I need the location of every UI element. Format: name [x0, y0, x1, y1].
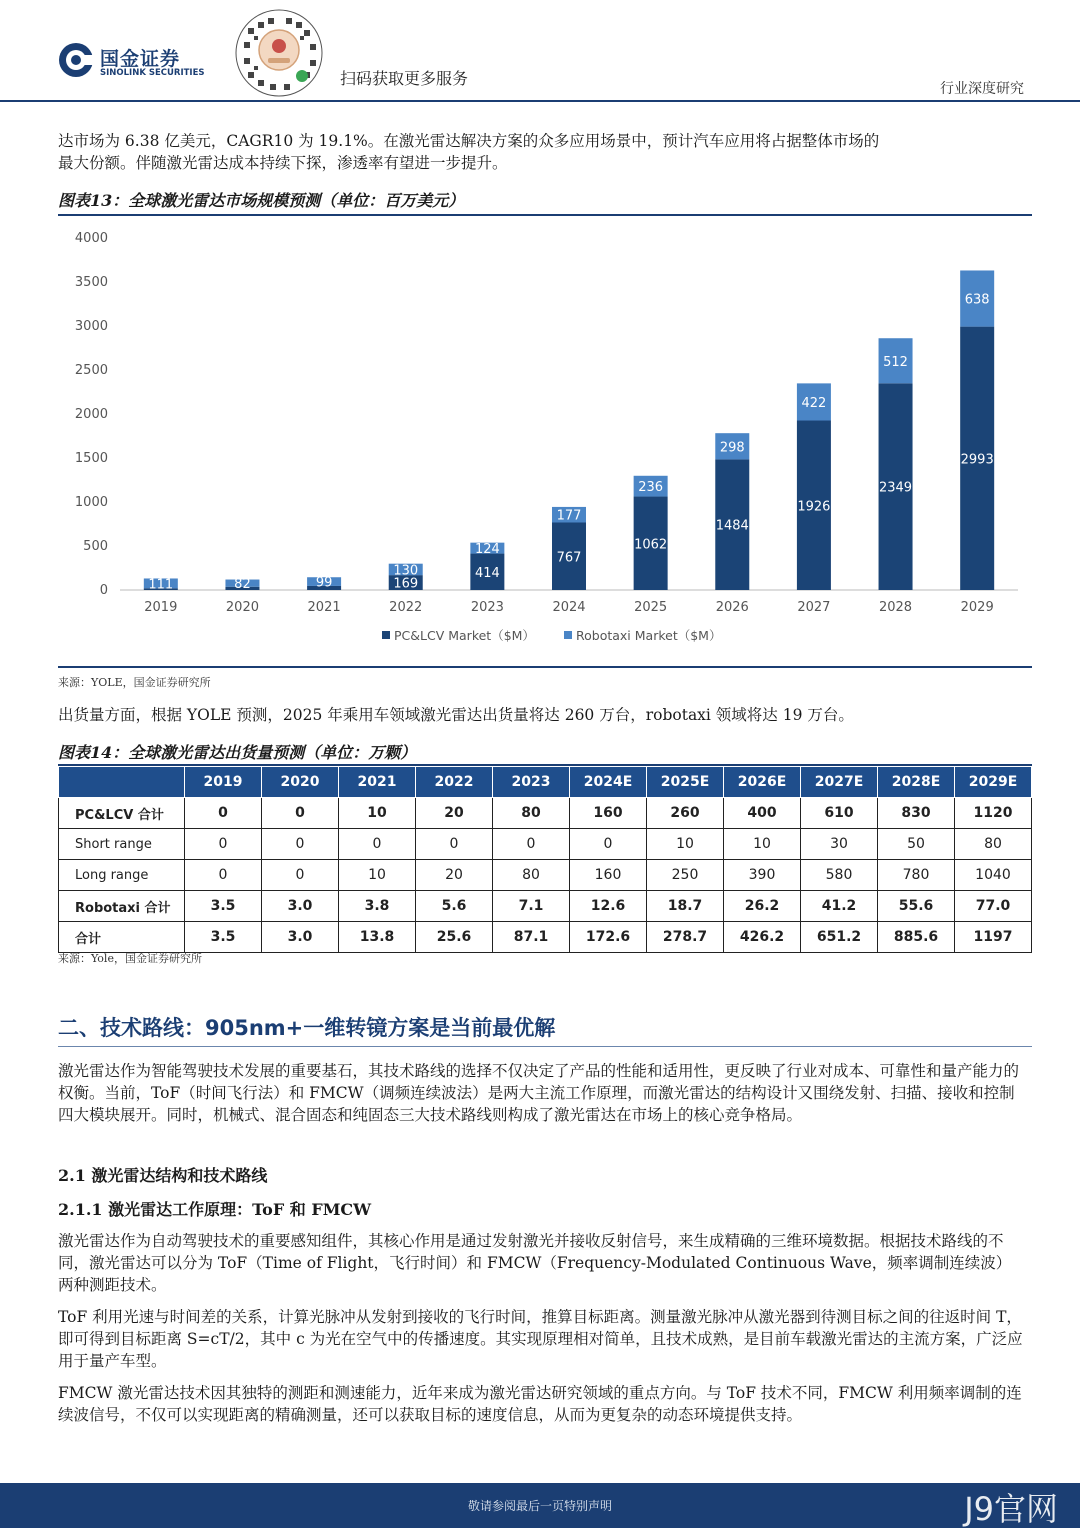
figure-13-bottom-rule [58, 666, 1032, 668]
qr-code-icon[interactable] [234, 8, 324, 98]
table-cell: 10 [647, 829, 724, 860]
x-tick-label: 2025 [634, 600, 668, 615]
x-tick-label: 2021 [307, 600, 341, 615]
table-cell: 426.2 [724, 922, 801, 953]
scan-for-service-text: 扫码获取更多服务 [340, 69, 469, 88]
data-label-robotaxi: 298 [719, 440, 745, 456]
table-row-label: 合计 [59, 922, 185, 953]
table-cell: 3.0 [262, 891, 339, 922]
intro-line-2: 最大份额。伴随激光雷达成本持续下探，渗透率有望进一步提升。 [58, 154, 508, 172]
legend-swatch [564, 631, 572, 639]
table-cell: 41.2 [801, 891, 878, 922]
y-tick-label: 1500 [74, 451, 108, 466]
table-cell: 20 [416, 860, 493, 891]
legend-swatch [382, 631, 390, 639]
table-cell: 250 [647, 860, 724, 891]
table-cell: 390 [724, 860, 801, 891]
table-year-header: 2021 [339, 767, 416, 798]
table-row-label: Robotaxi 合计 [59, 891, 185, 922]
table-cell: 3.8 [339, 891, 416, 922]
table-row [59, 922, 1032, 953]
x-tick-label: 2023 [470, 600, 504, 615]
table-cell: 0 [185, 860, 262, 891]
chart-legend [382, 628, 721, 643]
table-cell: 580 [801, 860, 878, 891]
table-cell: 80 [493, 798, 570, 829]
heading-2-1-1: 2.1.1 激光雷达工作原理：ToF 和 FMCW [58, 1200, 372, 1219]
shipment-table [58, 766, 1032, 953]
data-label-robotaxi: 82 [234, 577, 251, 593]
table-cell: 5.6 [416, 891, 493, 922]
y-tick-label: 4000 [74, 231, 108, 246]
table-cell: 1197 [955, 922, 1032, 953]
section-2-paragraph-1: 激光雷达作为智能驾驶技术发展的重要基石，其技术路线的选择不仅决定了产品的性能和适用性，更反映了行业对成本、可靠性和量产能力的权衡。当前，ToF（时间飞行法）和 FMCW（调频连续波法）是两大主流工作原理，而激光雷达的结构设计又围绕发射、扫描、接收和控制四大模块展开。同时，机械式、混合固态和纯固态三大技术路线则构成了激光雷达在市场上的核心竞争格局。 [58, 1062, 1020, 1124]
table-row-label: Long range [59, 860, 185, 891]
x-tick-label: 2019 [144, 600, 178, 615]
x-tick-label: 2029 [960, 600, 994, 615]
data-label-pc-lcv: 767 [556, 550, 582, 566]
table-cell: 77.0 [955, 891, 1032, 922]
x-axis [144, 600, 993, 615]
x-tick-label: 2022 [389, 600, 423, 615]
table-row [59, 891, 1032, 922]
table-cell: 10 [339, 798, 416, 829]
data-label-robotaxi: 124 [474, 542, 500, 558]
header-divider [0, 100, 1080, 102]
table-cell: 3.0 [262, 922, 339, 953]
table-cell: 18.7 [647, 891, 724, 922]
table-cell: 25.6 [416, 922, 493, 953]
brand-name-cn: 国金证券 [100, 48, 181, 70]
table-corner-cell [59, 767, 185, 798]
table-cell: 0 [185, 829, 262, 860]
y-tick-label: 0 [99, 583, 108, 598]
data-label-pc-lcv: 1062 [634, 537, 668, 553]
table-cell: 0 [570, 829, 647, 860]
disclaimer-note: 敬请参阅最后一页特别声明 [467, 1499, 612, 1513]
watermark-logo: J9官网 [964, 1490, 1058, 1528]
section-2-rule [58, 1046, 1032, 1047]
table-cell: 20 [416, 798, 493, 829]
table-cell: 278.7 [647, 922, 724, 953]
shipment-intro: 出货量方面，根据 YOLE 预测，2025 年乘用车领域激光雷达出货量将达 260 万台，robotaxi 领域将达 19 万台。 [58, 706, 854, 724]
y-tick-label: 1000 [74, 495, 108, 510]
legend-label: PC&LCV Market（$M） [394, 628, 535, 643]
table-year-header: 2019 [185, 767, 262, 798]
table-cell: 651.2 [801, 922, 878, 953]
data-label-pc-lcv: 1484 [715, 518, 749, 534]
table-row [59, 798, 1032, 829]
table-cell: 10 [724, 829, 801, 860]
table-row [59, 860, 1032, 891]
table-cell: 885.6 [878, 922, 955, 953]
table-year-header: 2028E [878, 767, 955, 798]
table-cell: 55.6 [878, 891, 955, 922]
figure-14-source: 来源：Yole，国金证券研究所 [58, 952, 202, 965]
table-year-header: 2029E [955, 767, 1032, 798]
table-row [59, 829, 1032, 860]
heading-2-1: 2.1 激光雷达结构和技术路线 [58, 1166, 268, 1185]
table-cell: 0 [262, 860, 339, 891]
table-cell: 0 [339, 829, 416, 860]
table-cell: 12.6 [570, 891, 647, 922]
table-cell: 0 [185, 798, 262, 829]
table-cell: 50 [878, 829, 955, 860]
table-cell: 80 [493, 860, 570, 891]
y-tick-label: 500 [83, 539, 108, 554]
table-cell: 0 [262, 798, 339, 829]
table-cell: 830 [878, 798, 955, 829]
table-cell: 160 [570, 860, 647, 891]
table-header-row [59, 767, 1032, 798]
x-tick-label: 2027 [797, 600, 831, 615]
table-year-header: 2022 [416, 767, 493, 798]
x-tick-label: 2024 [552, 600, 586, 615]
data-label-pc-lcv: 2993 [960, 452, 994, 468]
table-cell: 3.5 [185, 922, 262, 953]
table-cell: 260 [647, 798, 724, 829]
section-2-paragraph-2: 激光雷达作为自动驾驶技术的重要感知组件，其核心作用是通过发射激光并接收反射信号，来生成精确的三维环境数据。根据技术路线的不同，激光雷达可以分为 ToF（Time of Flight，飞行时间）和 FMCW（Frequency-Modulated Continuous Wave，频率调制连续波）两种测距技术。 [58, 1232, 1012, 1294]
y-tick-label: 3000 [74, 319, 108, 334]
data-label-robotaxi: 130 [393, 563, 419, 579]
table-cell: 400 [724, 798, 801, 829]
brand-name-en: SINOLINK SECURITIES [100, 68, 205, 78]
figure-13-top-rule [58, 214, 1032, 216]
data-label-pc-lcv: 2349 [878, 480, 913, 496]
table-cell: 1040 [955, 860, 1032, 891]
table-row-label: Short range [59, 829, 185, 860]
y-tick-label: 3500 [74, 275, 108, 290]
section-2-paragraph-4: FMCW 激光雷达技术因其独特的测距和测速能力，近年来成为激光雷达研究领域的重点方向。与 ToF 技术不同，FMCW 利用频率调制的连续波信号，不仅可以实现距离的精确测量，还可以获取目标的速度信息，从而为更复杂的动态环境提供支持。 [58, 1384, 1022, 1424]
y-tick-label: 2000 [74, 407, 108, 422]
shipment-table-wrap [58, 766, 1032, 953]
x-tick-label: 2026 [715, 600, 749, 615]
intro-line-1: 达市场为 6.38 亿美元，CAGR10 为 19.1%。在激光雷达解决方案的众多应用场景中，预计汽车应用将占据整体市场的 [58, 132, 880, 150]
table-cell: 3.5 [185, 891, 262, 922]
table-cell: 0 [493, 829, 570, 860]
table-year-header: 2025E [647, 767, 724, 798]
section-2-paragraph-3: ToF 利用光速与时间差的关系，计算光脉冲从发射到接收的飞行时间，推算目标距离。测量激光脉冲从激光器到待测目标之间的往返时间 T，即可得到目标距离 S=cT/2，其中 c 为光在空气中的传播速度。其实现原理相对简单，且技术成熟，是目前车载激光雷达的主流方案，广泛应用于量产车型。 [58, 1308, 1023, 1370]
table-cell: 0 [416, 829, 493, 860]
figure-14-title: 图表14：全球激光雷达出货量预测（单位：万颗） [58, 743, 417, 762]
table-year-header: 2023 [493, 767, 570, 798]
table-cell: 26.2 [724, 891, 801, 922]
table-row-label: PC&LCV 合计 [59, 798, 185, 829]
x-tick-label: 2028 [878, 600, 913, 615]
table-cell: 780 [878, 860, 955, 891]
data-label-robotaxi: 177 [556, 508, 582, 524]
table-cell: 160 [570, 798, 647, 829]
table-cell: 30 [801, 829, 878, 860]
table-cell: 0 [262, 829, 339, 860]
legend-label: Robotaxi Market（$M） [576, 628, 722, 643]
data-label-pc-lcv: 1926 [797, 499, 831, 515]
table-cell: 7.1 [493, 891, 570, 922]
table-body [59, 798, 1032, 953]
page-header [0, 0, 1080, 102]
data-label-robotaxi: 638 [964, 292, 990, 308]
table-cell: 172.6 [570, 922, 647, 953]
x-tick-label: 2020 [225, 600, 260, 615]
table-year-header: 2024E [570, 767, 647, 798]
bar-series [144, 270, 994, 592]
data-label-pc-lcv: 169 [393, 576, 419, 592]
y-axis [75, 231, 1018, 598]
market-size-chart [58, 222, 1032, 662]
table-year-header: 2026E [724, 767, 801, 798]
data-label-robotaxi: 422 [801, 395, 827, 411]
table-cell: 87.1 [493, 922, 570, 953]
section-2-title: 二、技术路线：905nm+一维转镜方案是当前最优解 [58, 1016, 556, 1040]
report-type-label: 行业深度研究 [940, 81, 1024, 97]
table-year-header: 2027E [801, 767, 878, 798]
data-label-robotaxi: 99 [315, 575, 333, 591]
data-label-pc-lcv: 414 [474, 565, 500, 581]
table-cell: 13.8 [339, 922, 416, 953]
table-cell: 80 [955, 829, 1032, 860]
data-label-robotaxi: 111 [148, 577, 174, 593]
table-cell: 10 [339, 860, 416, 891]
table-cell: 1120 [955, 798, 1032, 829]
data-label-robotaxi: 512 [883, 354, 908, 370]
data-label-robotaxi: 236 [638, 480, 664, 496]
figure-13-source: 来源：YOLE，国金证券研究所 [58, 676, 211, 689]
table-cell: 610 [801, 798, 878, 829]
figure-13-title: 图表13：全球激光雷达市场规模预测（单位：百万美元） [58, 191, 465, 210]
sinolink-logo-icon [58, 42, 94, 78]
y-tick-label: 2500 [74, 363, 108, 378]
table-year-header: 2020 [262, 767, 339, 798]
